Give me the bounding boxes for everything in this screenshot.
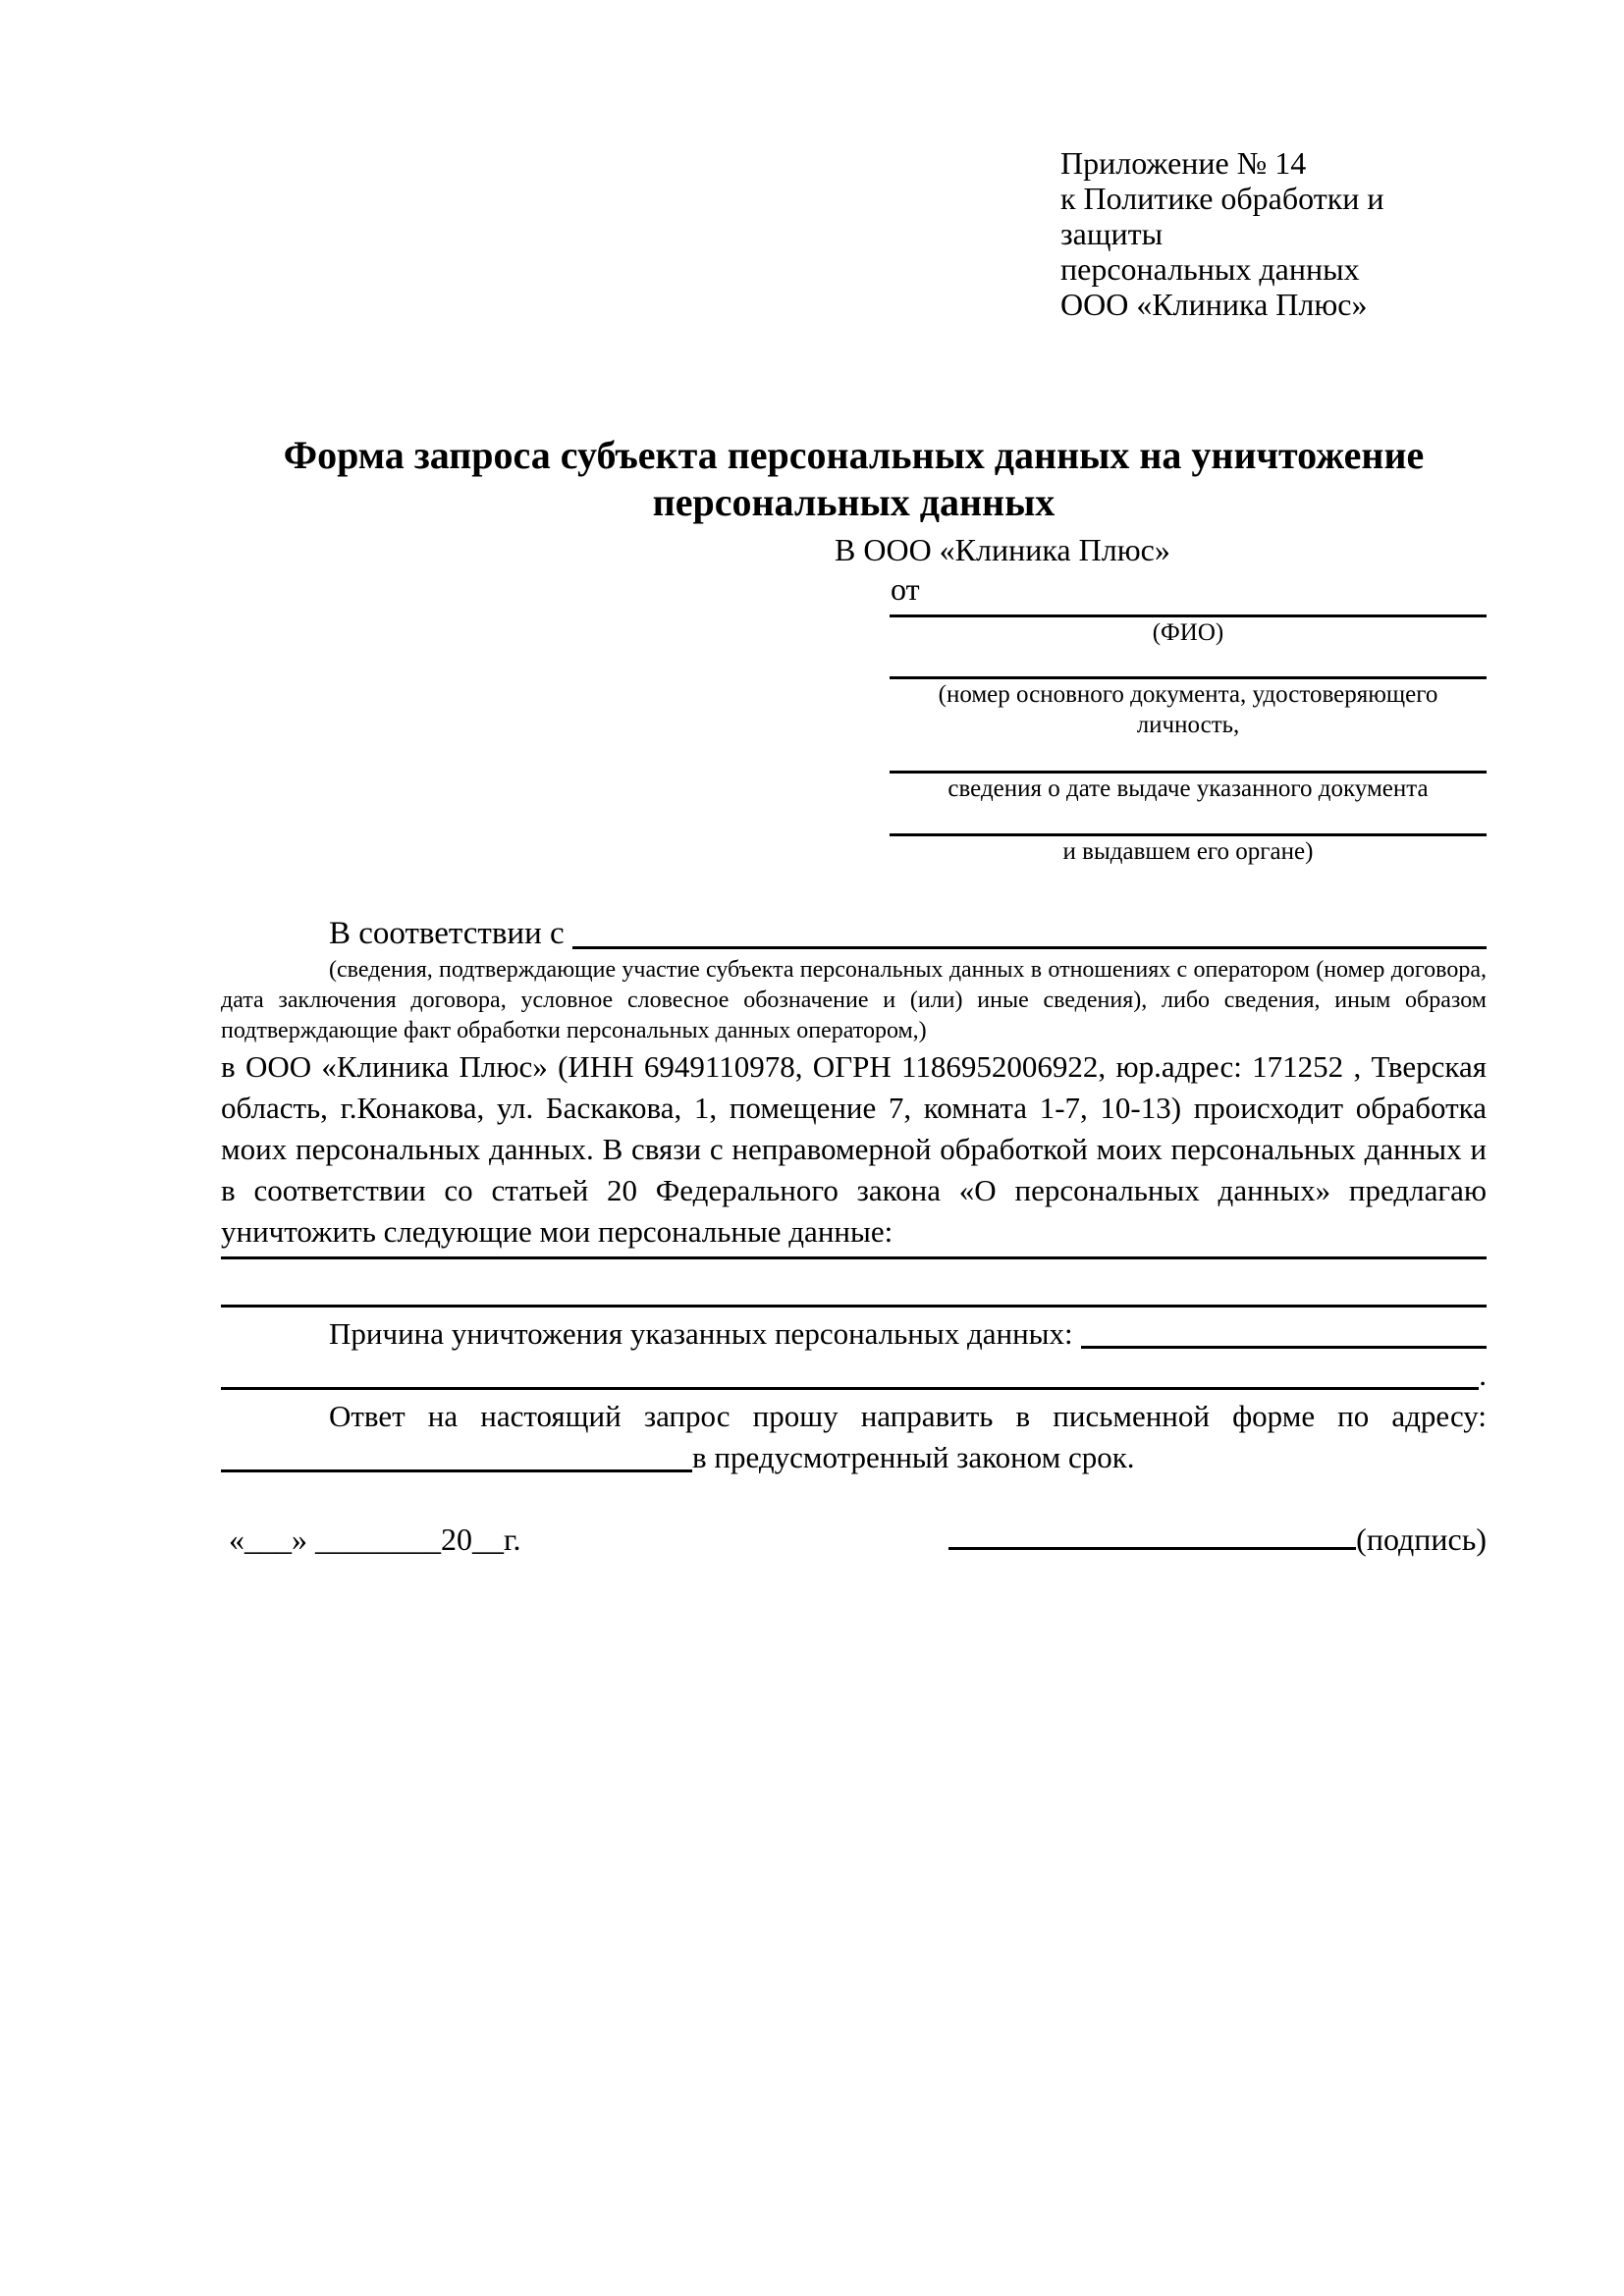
line-terminator: . <box>1479 1358 1487 1392</box>
addressee-organization: В ООО «Клиника Плюс» <box>835 532 1170 567</box>
appendix-line: ООО «Клиника Плюс» <box>1060 287 1368 322</box>
from-label: от <box>891 571 920 607</box>
signature-group <box>948 1518 1487 1560</box>
fio-caption: (ФИО) <box>1152 619 1224 646</box>
appendix-note <box>1060 145 1487 322</box>
accordance-lead: В соответствии с <box>329 916 565 951</box>
reason-blank-line-2 <box>221 1355 1479 1390</box>
date-signature-row <box>221 1518 1487 1560</box>
personal-data-blank-line <box>221 1259 1487 1308</box>
signature-blank-line <box>948 1518 1356 1550</box>
accordance-footnote: (сведения, подтверждающие участие субъекта персональных данных в отношениях с оператором (номер договора, дата заключения договора, условное словесное обозначение и (или) иные сведения), либо сведения, иным образом подтверждающие факт обработки персональных данных оператором,) <box>221 957 1487 1043</box>
answer-suffix: в предусмотренный законом срок. <box>692 1440 1135 1474</box>
accordance-blank-line <box>572 912 1487 949</box>
address-blank-line <box>221 1437 692 1472</box>
appendix-line: к Политике обработки и защиты <box>1060 181 1384 251</box>
applicant-fields <box>890 609 1487 867</box>
issuing-authority-blank-line <box>890 804 1487 836</box>
issue-date-blank-line <box>890 740 1487 774</box>
personal-data-blank-line <box>221 1253 1487 1259</box>
reason-blank-line <box>1081 1313 1487 1349</box>
appendix-line: Приложение № 14 <box>1060 145 1307 181</box>
reason-label: Причина уничтожения указанных персональных данных: <box>329 1316 1073 1351</box>
page-title: Форма запроса субъекта персональных данных на уничтожение персональных данных <box>283 433 1425 524</box>
signature-caption: (подпись) <box>1356 1522 1487 1557</box>
body-paragraph: в ООО «Клиника Плюс» (ИНН 6949110978, ОГРН 1186952006922, юр.адрес: 171252 , Тверская область, г.Конакова, ул. Баскакова, 1, помещение 7, комната 1-7, 10-13) происходит обработка моих персональных данных. В связи с неправомерной обработкой моих персональных данных и в соответствии со статьей 20 Федерального закона «О персональных данных» предлагаю уничтожить следующие мои персональные данные: <box>221 1049 1487 1249</box>
fio-blank-line <box>890 609 1487 617</box>
issue-date-caption: сведения о дате выдаче указанного документа <box>947 775 1429 802</box>
answer-address-row <box>221 1437 1487 1478</box>
reason-continuation-row <box>221 1355 1487 1396</box>
issuing-authority-caption: и выдавшем его органе) <box>1062 838 1314 865</box>
document-number-blank-line <box>890 648 1487 679</box>
document-number-caption: (номер основного документа, удостоверяющего личность, <box>938 681 1438 738</box>
answer-request-line: Ответ на настоящий запрос прошу направить в письменной форме по адресу: <box>329 1399 1487 1433</box>
accordance-row <box>221 912 1487 955</box>
reason-row <box>221 1313 1487 1355</box>
appendix-line: персональных данных <box>1060 251 1360 287</box>
date-blank: «___» ________20__г. <box>229 1522 521 1557</box>
